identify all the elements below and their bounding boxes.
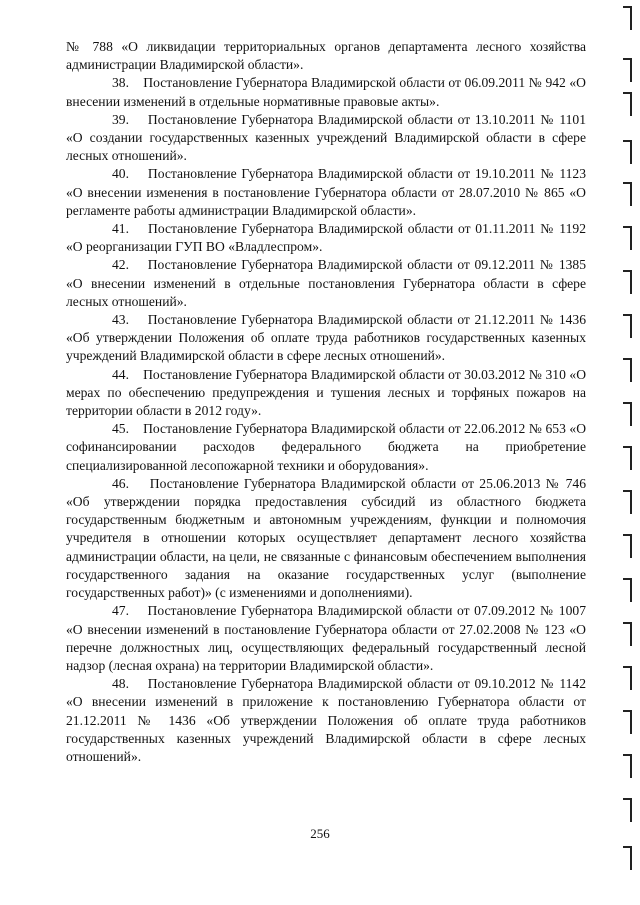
scan-edge-mark (623, 754, 632, 778)
item-text: Постановление Губернатора Владимирской области от 21.12.2011 № 1436 «Об утверждении Положения об оплате труда работников государственных казенных учреждений Владимирской области в сфере лесных отношений». (66, 312, 587, 364)
list-item-38 (66, 74, 586, 110)
scan-edge-mark (623, 622, 632, 646)
list-item-40 (66, 165, 586, 220)
scan-edge-mark (623, 846, 632, 870)
scan-edge-mark (623, 490, 632, 514)
item-text: Постановление Губернатора Владимирской области от 25.06.2013 № 746 «Об утверждении порядка предоставления субсидий из областного бюджета государственным бюджетным и автономным учреждениям, функции и полномочия учредителя в отношении которых осуществляет департамент лесного хозяйства администрации области, на цели, не связанные с финансовым обеспечением выполнения государственного задания на оказание государственных услуг (выполнение государственных работ)» (с изменениями и дополнениями). (66, 475, 586, 601)
item-text: Постановление Губернатора Владимирской области от 01.11.2011 № 1192 «О реорганизации ГУП ВО «Владлеспром». (66, 221, 586, 255)
scan-edge-mark (623, 226, 632, 250)
scan-edge-mark (623, 402, 632, 426)
scan-edge-mark (623, 666, 632, 690)
scan-edge-mark (623, 358, 632, 382)
item-text: Постановление Губернатора Владимирской области от 19.10.2011 № 1123 «О внесении изменения в постановление Губернатора области от 28.07.2010 № 865 «О регламенте работы администрации Владимирской области». (66, 166, 587, 218)
scan-edge-mark (623, 446, 632, 470)
list-item-46 (66, 475, 586, 602)
scan-edge-mark (623, 270, 632, 294)
list-item-45 (66, 420, 586, 475)
list-item-43 (66, 311, 586, 366)
scan-edge-mark (623, 92, 632, 116)
item-number: 47. (112, 603, 129, 619)
scan-edge-mark (623, 710, 632, 734)
scan-edge-mark (623, 314, 632, 338)
item-number: 43. (112, 312, 129, 328)
item-number: 40. (112, 166, 129, 182)
list-item-39 (66, 111, 586, 166)
item-text: Постановление Губернатора Владимирской области от 06.09.2011 № 942 «О внесении изменений в отдельные нормативные правовые акты». (66, 75, 587, 109)
page-number: 256 (310, 826, 330, 841)
item-number: 39. (112, 111, 129, 127)
item-number: 42. (112, 257, 129, 273)
item-number: 38. (112, 75, 129, 91)
list-item-48 (66, 675, 586, 766)
scan-edge-mark (623, 58, 632, 82)
list-item-47 (66, 602, 586, 675)
list-item-44 (66, 366, 586, 421)
item-text: Постановление Губернатора Владимирской области от 30.03.2012 № 310 «О мерах по обеспечению предупреждения и тушения лесных и торфяных пожаров на территории области в 2012 году». (66, 366, 587, 419)
item-number: 45. (112, 421, 129, 437)
list-item-41 (66, 220, 586, 256)
item-number: 44. (112, 366, 129, 382)
paragraph-continuation: № 788 «О ликвидации территориальных органов департамента лесного хозяйства администрации Владимирской области». (66, 39, 586, 73)
scan-edge-mark (623, 140, 632, 164)
item-text: Постановление Губернатора Владимирской области от 13.10.2011 № 1101 «О создании государственных казенных учреждений Владимирской области в сфере лесных отношений». (66, 111, 587, 164)
scan-edge-mark (623, 6, 632, 30)
item-number: 46. (112, 475, 129, 491)
item-text: Постановление Губернатора Владимирской области от 09.10.2012 № 1142 «О внесении изменений в приложение к постановлению Губернатора области от 21.12.2011 № 1436 «Об утверждении Положения об оплате труда работников государственных казенных учреждений Владимирской области в сфере лесных отношений». (66, 676, 587, 764)
scan-edge-mark (623, 798, 632, 822)
document-body (66, 38, 586, 766)
item-text: Постановление Губернатора Владимирской области от 07.09.2012 № 1007 «О внесении изменений в постановление Губернатора области от 27.02.2008 № 123 «О перечне должностных лиц, осуществляющих федеральный государственный лесной надзор (лесная охрана) на территории Владимирской области». (66, 603, 586, 673)
item-number: 48. (112, 676, 129, 692)
item-number: 41. (112, 221, 129, 237)
scan-edge-mark (623, 534, 632, 558)
scan-edge-mark (623, 578, 632, 602)
item-text: Постановление Губернатора Владимирской области от 09.12.2011 № 1385 «О внесении изменений в отдельные постановления Губернатора области в сфере лесных отношений». (66, 257, 587, 309)
list-item-42 (66, 256, 586, 311)
item-text: Постановление Губернатора Владимирской области от 22.06.2012 № 653 «О софинансировании расходов федерального бюджета на приобретение специализированной лесопожарной техники и оборудования». (66, 421, 587, 473)
scan-edge-mark (623, 182, 632, 206)
